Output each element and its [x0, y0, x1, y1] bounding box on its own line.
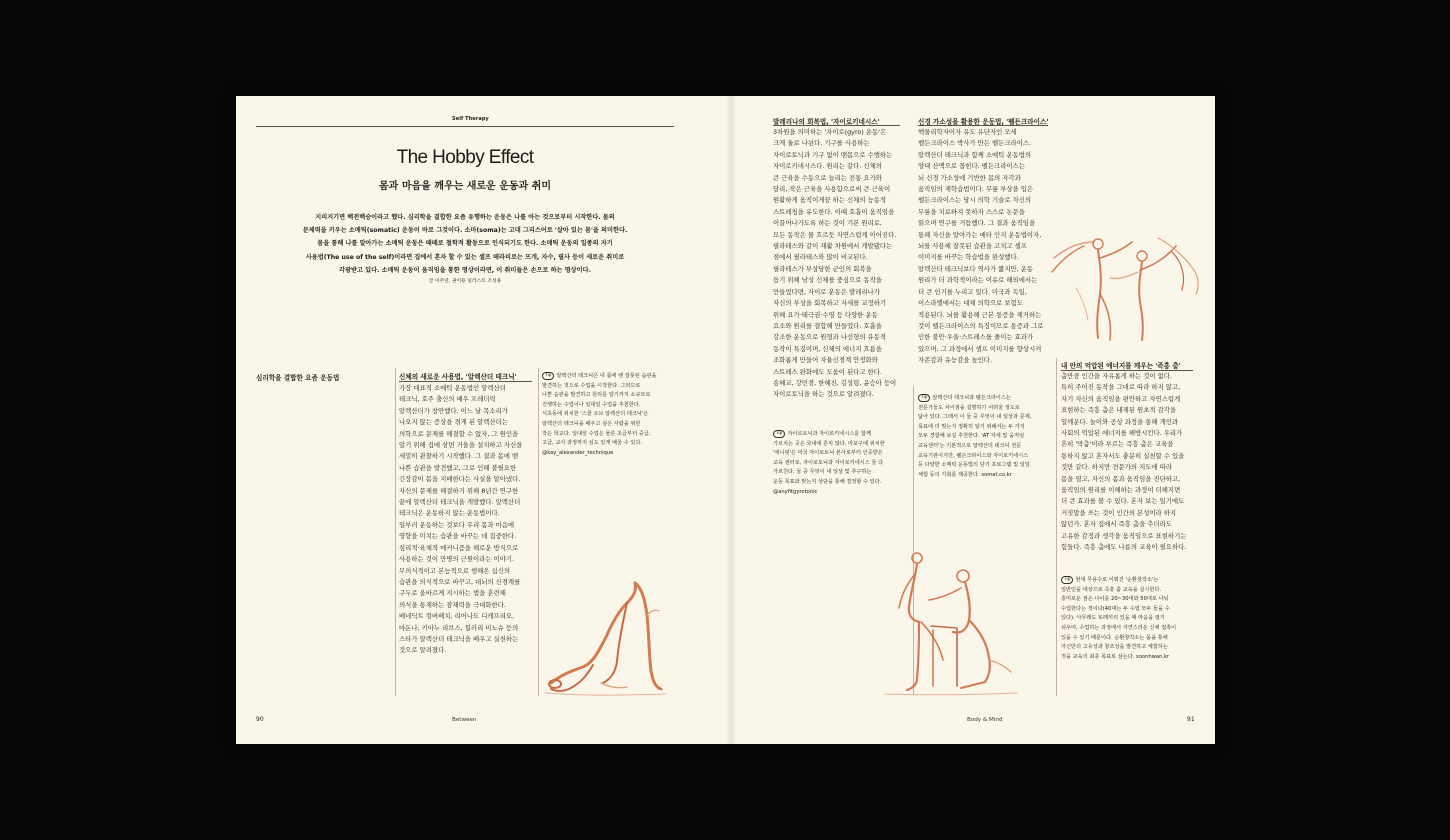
note-line: 진행하는 수업이나 일대일 수업을 추천한다.: [542, 401, 641, 408]
body-line: 춤만큼 인간을 자유롭게 하는 것이 없다.: [1061, 372, 1172, 380]
body-line: 핵물리학자이자 유도 유단자인 모세: [918, 128, 1017, 136]
body-line: 표현하는 즉흥 춤은 내재된 원초적 감각을: [1061, 406, 1177, 415]
note-line: 발견하는 것으로 수업을 시작한다. 그러므로: [542, 382, 641, 389]
body-line: 만들었다면, 자이로 운동은 발레리나가: [773, 287, 880, 296]
body-line: 자신의 부상을 회복하고 자세를 교정하기: [773, 299, 887, 308]
body-line: 것으로 알려졌다.: [399, 646, 447, 655]
body-line: 몸을 열고, 자신의 몸과 움직임을 진단하고,: [1061, 474, 1181, 483]
body-line: 달리, 작은 근육을 사용함으로써 큰 근육이: [773, 185, 891, 194]
dancers-illustration: [1046, 228, 1206, 348]
body-line: 무릎을 치료하지 못하자 스스로 논문을: [918, 207, 1025, 216]
body-line: 모든 동작은 물 흐르듯 자연스럽게 이어진다.: [773, 230, 897, 239]
body-line: 마돈나, 키아누 리브스, 힐러리 비노슈 등의: [399, 623, 519, 632]
body-line: 필라테스가 부상당한 군인의 회복을: [773, 264, 872, 273]
section-label: Self Therapy: [452, 116, 489, 122]
body-line: 특히 주어진 동작을 그대로 따라 하지 않고,: [1061, 383, 1181, 392]
page-gutter: [726, 96, 736, 744]
intro-line: 문제력을 키우는 소매틱(somatic) 운동이 바로 그것이다. 소마(soma)는 고대 그리스어로 '살아 있는 몸'을 의미한다.: [302, 227, 628, 235]
header-rule: [256, 126, 674, 127]
body-line: 구두로 올바르게 지시하는 법을 훈련해: [399, 589, 506, 598]
magazine-spread: [236, 96, 1215, 744]
body-line: 자존감과 유능감을 높인다.: [918, 356, 993, 365]
body-line: 조화롭게 만들어 자율신경계 안정화와: [773, 356, 878, 365]
body-line: 읽으며 연구를 거듭했다. 그 결과 움직임을: [918, 219, 1036, 228]
body-line: 무의식적이고 본능적으로 행해온 십신의: [399, 566, 511, 575]
body-line: 스타가 알렉산더 테크닉을 배우고 실천하는: [399, 634, 519, 643]
note-line: 나쁜 습관을 발견하고 원리를 알기까지 소규모로: [542, 392, 651, 399]
body-line: 돕기 위해 남성 신체를 중심으로 동작을: [773, 276, 882, 285]
body-line: 점에서 필라테스와 많이 비교된다.: [773, 253, 868, 262]
feldenkrais-body: [918, 127, 1043, 367]
body-line: 테크닉, 호주 출신의 배우 프레더릭: [399, 395, 496, 404]
instagram-handle: @anyfitgyrotonic: [773, 488, 818, 495]
note-line: 자이로토닉과 자이로키네시스를 함께: [787, 431, 871, 437]
body-line: 의학으로 문제를 해결할 수 없자, 그 원인을: [399, 429, 519, 438]
body-line: 이스라엘에서는 대체 의학으로 보험도: [918, 299, 1023, 308]
body-line: 더 큰 인기를 누리고 있다. 미국과 독일,: [918, 287, 1027, 296]
body-line: 통해 자신을 알아가는 메타 인지 운동법이자,: [918, 230, 1042, 239]
note-line: 교육기관이지만, 펠든크라이스와 자이로키네시스: [918, 452, 1029, 459]
alexander-tip: [542, 372, 657, 458]
body-line: 거짓말을 쓰는 것이 인간의 본성이라 하지: [1061, 508, 1177, 517]
intro-line: 사용법(The use of the self)이라면 집에서 혼자 할 수 있는 셀프 테라피로는 뜨개, 자수, 필사 등이 새로운 취미로: [305, 253, 625, 261]
tip-badge: Tip: [918, 394, 930, 402]
feldenkrais-heading: 신경 가소성을 활용한 운동법, '펠든크라이스': [918, 118, 1049, 126]
body-line: 자기 자신의 움직임을 편안하고 자연스럽게: [1061, 394, 1181, 403]
heading-underline: [773, 125, 900, 126]
note-line: 작은 학교다. 일대일 수업은 물론 초급부터 중급,: [542, 430, 651, 437]
body-line: 테크닉은 운동하지 않는 운동법이다.: [399, 509, 500, 518]
body-line: 양대 산맥으로 꼽힌다. 펠든크라이스는: [918, 162, 1025, 171]
byline-credit: 글 이주연, 권이용 일러스트 조성홍: [428, 279, 502, 284]
intro-line: 각광받고 있다. 소매틱 운동이 움직임을 통한 명상이라면, 이 취미들은 손으로 하는 명상이다.: [339, 266, 591, 274]
column-divider: [395, 368, 396, 696]
body-line: 자이로토닉과 기구 없이 맨몸으로 수행하는: [773, 150, 893, 159]
note-line: 전문가들도 차이점을 설명하기 어려울 정도로: [918, 404, 1020, 411]
page-number-left: 90: [256, 716, 264, 723]
body-line: 움직임의 재학습법이다. 무릎 부상을 입은: [918, 185, 1034, 194]
body-line: 긴장감이 몸을 지배한다는 사실을 알아냈다.: [399, 475, 521, 484]
note-line: 수업한다는 것이다(40대는 두 수업 모두 들을 수: [1061, 605, 1170, 612]
body-line: 사용하는 것이 만병의 근원이라는 이야기.: [399, 555, 515, 564]
page-subtitle: 몸과 마음을 깨우는 새로운 운동과 취미: [379, 181, 551, 192]
body-line: 3차원을 의미하는 '자이로(gyro) 운동'은: [773, 128, 887, 136]
body-line: 나쁜 습관을 발견했고, 그로 인해 불필요한: [399, 463, 517, 472]
body-line: 일부러 운동하는 것보다 우리 몸과 마음에: [399, 520, 515, 529]
tip-badge: Tip: [773, 430, 785, 438]
note-line: 알렉산더 테크닉을 배우고 싶은 사람을 위한: [542, 420, 641, 427]
improv-dance-heading: 내 안의 억압된 에너지를 깨우는 '즉흥 춤': [1061, 362, 1181, 370]
note-line: 것을 교육의 최종 목표로 삼는다. soonhwan.kr: [1061, 653, 1170, 660]
body-line: 뇌 신경 가소성에 기반한 몸의 자각과: [918, 173, 1021, 182]
body-line: 알렉산더가 창안했다. 어느 날 목소리가: [399, 406, 508, 415]
note-line: 자신만의 고유성과 창조성을 발견하고 체험하는: [1061, 644, 1168, 651]
instagram-handle: @kay_alexander_technique: [542, 449, 614, 456]
gyrokinesis-tip: [773, 430, 885, 497]
note-line: 일반인을 대상으로 즉흥 춤 교육을 실시한다.: [1061, 586, 1162, 593]
note-line: 목표에 더 맞는지 정확히 알기 위해서는 두 가지: [918, 423, 1025, 430]
body-line: 스트레칭을 유도한다. 이때 호흡이 움직임을: [773, 207, 895, 216]
body-line: 자이로토닉을 하는 것으로 알려졌다.: [773, 390, 874, 399]
body-line: 원리가 더 과학적이라는 이유로 해외에서는: [918, 276, 1038, 285]
body-line: 동작이 특징이며, 신체의 에너지 흐름을: [773, 344, 882, 353]
improv-dance-body: [1061, 371, 1186, 554]
body-line: 고유한 감정과 생각을 움직임으로 표현하기는: [1061, 531, 1187, 540]
body-line: 알기 위해 집에 삼면 거울을 설치하고 자신을: [399, 441, 523, 450]
note-line: 운동 목표와 맞는지 상담을 통해 결정할 수 있다.: [773, 478, 882, 485]
body-line: 자이로키네시스다. 원리는 같다. 신체의: [773, 162, 882, 171]
body-line: 뇌를 사용해 잘못된 습관을 고치고 셀프: [918, 242, 1027, 251]
intro-paragraph: [236, 211, 694, 277]
body-line: 영향을 미치는 습관을 바꾸는 데 집중한다.: [399, 532, 517, 541]
body-line: 끝에 알렉산더 테크닉을 개발했다. 알렉산더: [399, 498, 521, 507]
note-line: 체험 등의 기회를 제공한다. somat.co.kr: [918, 471, 1012, 478]
heading-underline: [399, 381, 532, 382]
stretching-figure-illustration: [541, 571, 671, 701]
intro-line: 몸을 통해 나를 알아가는 소매틱 운동은 때때로 철학적 활동으로 인식되기도 한다. 소매틱 운동의 일종의 자기: [317, 240, 613, 248]
note-line: 흥미로운 점은 나이를 20~30대와 50대로 나눠: [1061, 596, 1169, 603]
page-number-right: 91: [1187, 716, 1195, 723]
body-line: 세밀히 관찰하기 시작했다. 그 결과 몸에 밴: [399, 452, 519, 461]
note-line: 현대 무용수로 이뤄진 '순환창작소'는: [1075, 577, 1159, 583]
body-line: 심리적·육체적 메커니즘을 해로운 방식으로: [399, 543, 519, 552]
note-line: 있다). 아무래도 또래끼리 있을 때 마음을 열기: [1061, 615, 1165, 622]
body-line: 알렉산더 테크닉보다 역사가 짧지만, 운동: [918, 264, 1034, 273]
note-line: 알렉산더 테크닉은 내 몸에 밴 잘못된 습관을: [556, 373, 657, 379]
body-line: 일깨운다. 놀이와 공상 과정을 통해 개인과: [1061, 417, 1179, 426]
column-divider: [1056, 358, 1057, 696]
body-line: 나오지 않는 증상을 겪게 된 알렉산더는: [399, 418, 508, 427]
note-line: 교육 센터로, 자이로토닉과 자이로키네시스 둘 다: [773, 459, 884, 466]
body-line: 힘들다. 즉흥 춤에도 나름의 교육이 필요하다.: [1061, 543, 1187, 552]
body-line: 것이 펠든크라이스의 특징이므로 통증과 그로: [918, 321, 1044, 330]
note-line: 등 다양한 소매틱 운동법의 단기 프로그램 및 일일: [918, 462, 1030, 469]
note-line: '애니핏'은 미국 자이로토닉 본사로부터 인증받은: [773, 450, 883, 457]
body-line: 베네딕트 컴버배치, 리어나도 디캐프리오,: [399, 612, 515, 621]
body-line: 흔히 '막춤'이라 부르는 즉흥 춤은 교육을: [1061, 440, 1174, 449]
body-line: 원활하게 움직이게끔 하는 신체의 능동적: [773, 196, 887, 205]
body-line: 움직임의 원리를 이해하는 과정이 더해지면: [1061, 486, 1181, 495]
body-line: 펠든크라이스는 당시 의학 기술로 자신의: [918, 196, 1032, 205]
improv-dance-tip: [1061, 576, 1176, 662]
body-line: 통하지 않고 혼자서도 충분히 실천할 수 있을: [1061, 451, 1185, 460]
body-line: 이미지를 바꾸는 학습법을 완성했다.: [918, 253, 1019, 262]
heading-underline: [918, 125, 1048, 126]
note-line: 닮아 있다. 그래서 이 둘 중 무엇이 내 일상과 문제,: [918, 414, 1032, 421]
note-line: 있을 수 있기 때문이다. 순환창작소는 몸을 통해: [1061, 634, 1168, 641]
page-title: The Hobby Effect: [396, 147, 534, 168]
gyrokinesis-body: [773, 127, 896, 401]
footer-label-left: Between: [452, 717, 477, 723]
body-line: 자신의 문제를 해결하기 위해 8년간 연구한: [399, 486, 519, 495]
tip-badge: Tip: [1061, 576, 1073, 584]
note-line: 가르치는 곳은 국내에 흔치 않다. 마포구에 위치한: [773, 440, 885, 447]
note-line: 서초동에 위치한 '스쿨 오브 알렉산더 테크닉'은: [542, 411, 649, 418]
body-line: 의식을 통제하는 잠재력을 극대화한다.: [399, 600, 506, 609]
note-line: 모두 경험해 보길 추천한다. 'AT 자세 및 움직임: [918, 433, 1025, 440]
body-line: 인한 불안·우울·스트레스를 줄이는 효과가: [918, 333, 1034, 342]
body-line: 알렉산더 테크닉과 함께 소매틱 운동법의: [918, 150, 1032, 159]
note-line: 쉬우며, 수업하는 과정에서 자연스러운 신체 접촉이: [1061, 624, 1177, 631]
body-line: 가장 대표적 소매틱 운동법인 알렉산더: [399, 384, 506, 392]
body-line: 송혜교, 강민경, 한혜진, 김성령, 윤승아 등이: [773, 378, 897, 387]
footer-label-right: Body & Mind: [967, 717, 1003, 723]
body-line: 적용된다. 뇌를 활용해 근본 통증을 제거하는: [918, 310, 1042, 319]
note-line: 알렉산더 테크닉과 펠든크라이스는: [932, 395, 1011, 401]
gyrokinesis-heading: 발레리나의 회복법, '자이로키네시스': [773, 118, 880, 126]
note-line: 가르친다. 둘 중 무엇이 내 일상 및 추구하는: [773, 469, 872, 476]
body-line: 습관을 의식적으로 바꾸고, 대뇌의 신경계를: [399, 577, 521, 586]
body-line: 펠든크라이스 박사가 만든 펠든크라이스.: [918, 139, 1032, 148]
feldenkrais-tip: [918, 394, 1031, 480]
body-line: 큰 근육을 수동으로 늘리는 전통 요가와: [773, 173, 882, 182]
column-divider: [538, 368, 539, 696]
alexander-heading: 신체의 새로운 사용법, '알렉산더 테크닉': [399, 373, 517, 381]
body-line: 사회의 억압된 에너지를 해방시킨다. 우리가: [1061, 429, 1183, 438]
body-line: 것만 같다. 하지만 전문가의 지도에 따라: [1061, 463, 1172, 472]
body-line: 위해 요가·태극권·수영 등 다양한 운동: [773, 310, 878, 319]
alexander-body: [399, 383, 522, 657]
note-line: 고급, 교사 과정까지 심도 있게 배울 수 있다.: [542, 440, 643, 447]
tip-badge: Tip: [542, 372, 554, 380]
assisted-stretch-illustration: [881, 548, 1021, 696]
body-line: 이끌어나가도록 하는 것이 기본 원리로,: [773, 219, 882, 228]
body-line: 크게 둘로 나뉜다. 기구를 사용하는: [773, 139, 870, 148]
body-line: 강조한 운동으로 원형과 나선형의 유동적: [773, 333, 887, 342]
body-line: 있으며, 그 과정에서 셀프 이미지를 향상시켜: [918, 344, 1042, 353]
body-line: 요소와 원리를 결합해 만들었다. 호흡을: [773, 321, 882, 330]
side-heading: 심리학을 결합한 요즘 운동법: [256, 374, 340, 382]
body-line: 필라테스와 같이 재활 차원에서 개발됐다는: [773, 242, 893, 251]
body-line: 스트레스 완화에도 도움이 된다고 한다.: [773, 367, 882, 376]
body-line: 더 큰 효과를 볼 수 있다. 혼자 보는 일기에도: [1061, 497, 1185, 506]
intro-line: 지피지기면 백전백승이라고 했다. 심리학을 결합한 요즘 유행하는 운동은 나를 아는 것으로부터 시작한다. 몸의: [315, 214, 615, 221]
note-line: 교육센터'는 기본적으로 알렉산더 테크닉 전문: [918, 442, 1022, 449]
body-line: 않던가. 혼자 집에서 즉흥 춤을 추더라도: [1061, 520, 1172, 529]
